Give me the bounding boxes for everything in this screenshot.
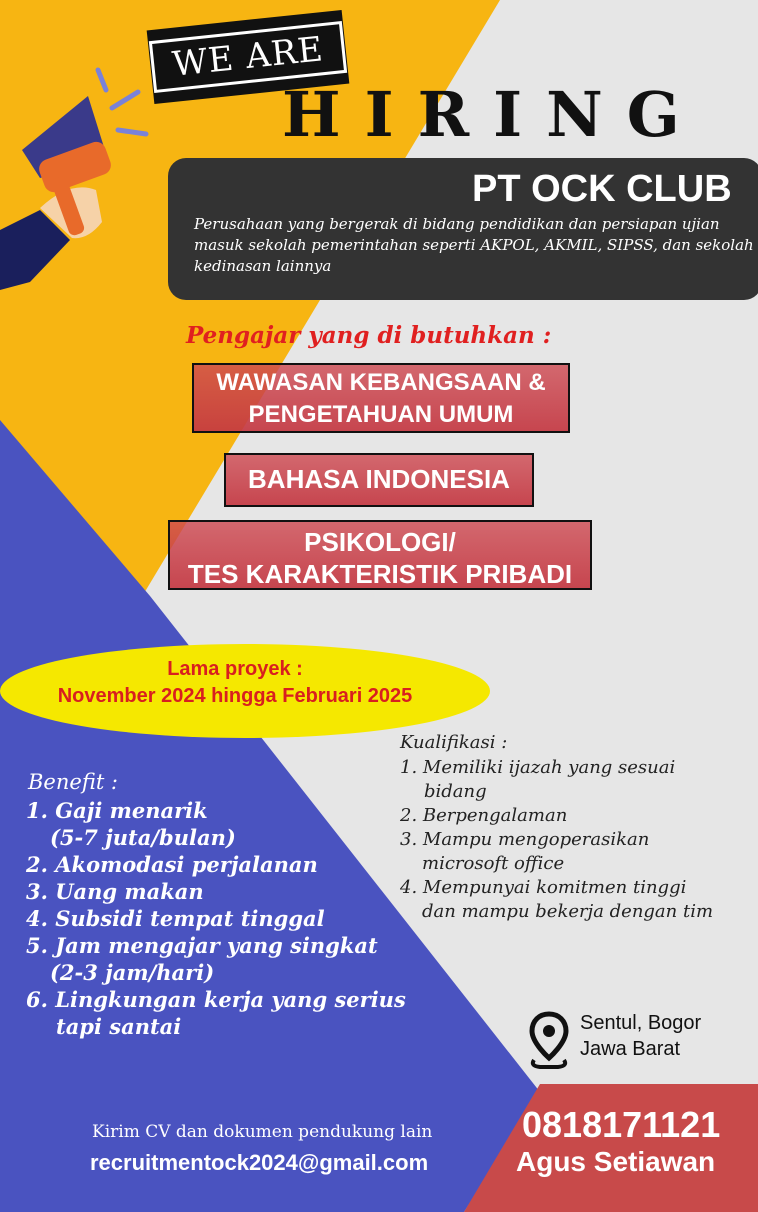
benefit-item — [26, 797, 426, 851]
benefit-line: tapi santai — [56, 1014, 182, 1039]
location-line: Jawa Barat — [580, 1038, 681, 1060]
benefit-line: 6. Lingkungan kerja yang serius — [26, 987, 406, 1012]
position-item — [168, 520, 592, 590]
position-line: WAWASAN KEBANGSAAN & — [216, 369, 546, 396]
benefit-item — [26, 905, 426, 932]
project-label: Lama proyek : — [167, 658, 303, 680]
benefit-line: 4. Subsidi tempat tinggal — [26, 906, 325, 931]
project-duration — [0, 656, 470, 710]
benefit-item — [26, 851, 426, 878]
location-text — [580, 1010, 701, 1062]
benefit-line: (5-7 juta/bulan) — [50, 825, 236, 850]
qualification-item — [400, 804, 750, 828]
benefit-line: 2. Akomodasi perjalanan — [26, 852, 318, 877]
position-item — [224, 453, 534, 507]
position-line: PENGETAHUAN UMUM — [248, 401, 514, 428]
qualification-line: dan mampu bekerja dengan tim — [422, 901, 714, 922]
qualification-line: 3. Mampu mengoperasikan — [400, 829, 650, 850]
contact-phone[interactable]: 0818171121 — [522, 1104, 721, 1145]
benefits-title: Benefit : — [28, 770, 119, 794]
qualification-line: microsoft office — [422, 853, 565, 874]
location-line: Sentul, Bogor — [580, 1012, 702, 1034]
position-line: TES KARAKTERISTIK PRIBADI — [187, 559, 573, 589]
qualification-line: 2. Berpengalaman — [400, 805, 568, 826]
benefit-line: 1. Gaji menarik — [26, 798, 208, 823]
qualifications-title: Kualifikasi : — [400, 732, 508, 753]
benefit-item — [26, 932, 426, 986]
company-name: PT OCK CLUB — [472, 168, 732, 210]
qualification-item — [400, 876, 750, 924]
qualification-line: bidang — [424, 781, 487, 802]
project-period: November 2024 hingga Februari 2025 — [57, 685, 413, 707]
position-line: BAHASA INDONESIA — [248, 464, 510, 494]
hiring-title: HIRING — [282, 78, 704, 151]
qualification-item — [400, 756, 750, 804]
qualification-line: 4. Mempunyai komitmen tinggi — [400, 877, 687, 898]
positions-title: Pengajar yang di butuhkan : — [186, 322, 552, 349]
position-item — [192, 363, 570, 433]
qualifications-list — [400, 756, 750, 924]
benefit-item — [26, 878, 426, 905]
benefit-line: 3. Uang makan — [26, 879, 204, 904]
company-description: Perusahaan yang bergerak di bidang pendidikan dan persiapan ujian masuk sekolah pemerintahan seperti AKPOL, AKMIL, SIPSS, dan sekolah kedinasan lainnya — [194, 215, 754, 275]
benefit-line: (2-3 jam/hari) — [50, 960, 215, 985]
position-line: PSIKOLOGI/ — [304, 527, 456, 557]
we-are-text: WE ARE — [149, 21, 347, 93]
contact-name: Agus Setiawan — [516, 1146, 716, 1177]
benefit-line: 5. Jam mengajar yang singkat — [26, 933, 378, 958]
benefit-item — [26, 986, 426, 1040]
benefits-list — [26, 797, 426, 1040]
contact-email[interactable]: recruitmentock2024@gmail.com — [90, 1150, 429, 1175]
location-pin-icon — [528, 1010, 570, 1070]
send-cv-instruction: Kirim CV dan dokumen pendukung lain — [92, 1122, 433, 1142]
qualification-line: 1. Memiliki ijazah yang sesuai — [400, 757, 676, 778]
qualification-item — [400, 828, 750, 876]
